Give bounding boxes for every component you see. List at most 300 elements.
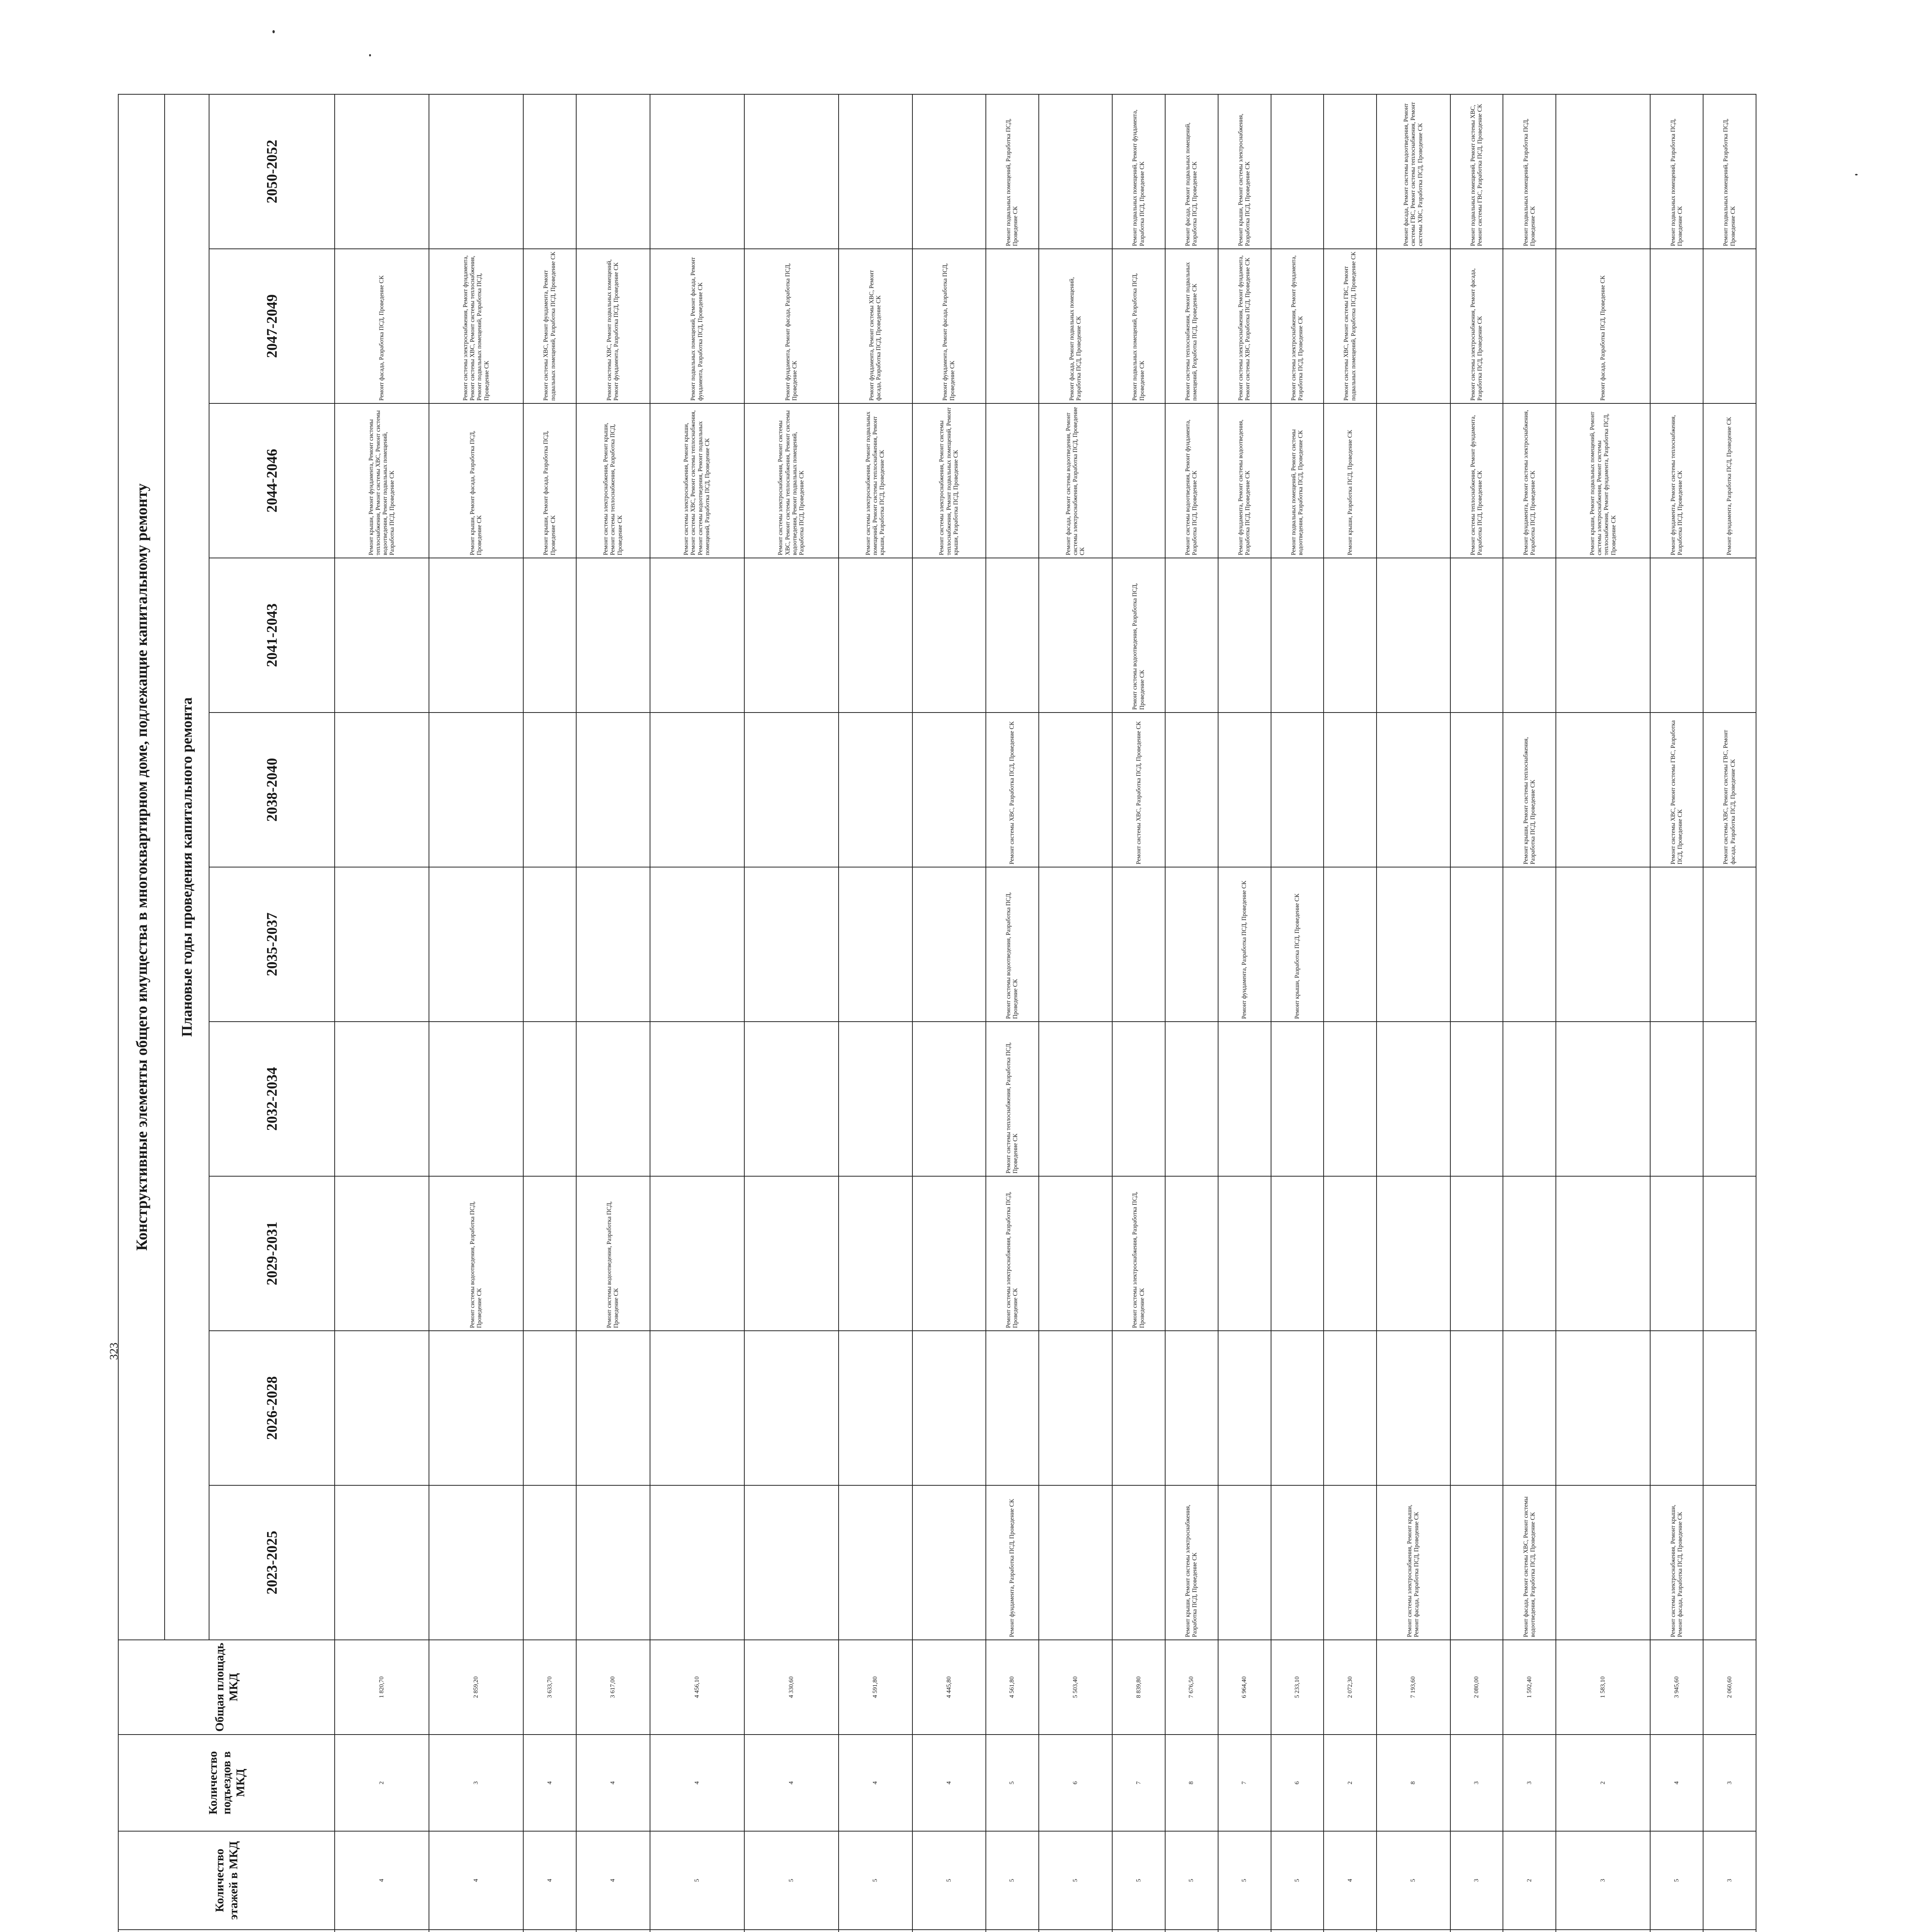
cell-works-2029-2031 xyxy=(335,1176,429,1331)
cell-works-2029-2031 xyxy=(1271,1176,1324,1331)
cell-works-2026-2028 xyxy=(523,1331,576,1485)
cell-works-2023-2025 xyxy=(839,1485,912,1640)
cell-works-2041-2043 xyxy=(523,558,576,713)
cell-works-2026-2028 xyxy=(1112,1331,1165,1485)
table-row xyxy=(576,94,650,1932)
cell-entrances: 3 xyxy=(1703,1735,1756,1831)
period-header-2047-2049: 2047-2049 xyxy=(209,249,335,403)
cell-works-2047-2049 xyxy=(986,249,1039,403)
cell-works-2044-2046: Ремонт системы теплоснабжения, Ремонт фундамента, Разработка ПСД, Проведение СК xyxy=(1450,403,1503,558)
cell-works-2044-2046: Ремонт фундамента, Ремонт системы электроснабжения, Разработка ПСД, Проведение СК xyxy=(1503,403,1556,558)
cell-works-2035-2037 xyxy=(1703,867,1756,1022)
table-row xyxy=(1324,94,1377,1932)
cell-area: 4 561,80 xyxy=(986,1640,1039,1735)
cell-works-2047-2049: Ремонт фундамента, Ремонт системы ХВС, Ремонт фасада, Разработка ПСД, Проведение СК xyxy=(839,249,912,403)
cell-material xyxy=(576,1930,650,1932)
cell-works-2026-2028 xyxy=(1039,1331,1112,1485)
cell-floors: 5 xyxy=(1218,1831,1271,1930)
cell-floors: 5 xyxy=(986,1831,1039,1930)
cell-works-2029-2031 xyxy=(1377,1176,1450,1331)
cell-works-2044-2046: Ремонт фасада, Ремонт системы водоотведения, Ремонт системы электроснабжения, Разработка ПСД, Проведение СК xyxy=(1039,403,1112,558)
table-row xyxy=(1377,94,1450,1932)
cell-works-2026-2028 xyxy=(1324,1331,1377,1485)
cell-material xyxy=(1039,1930,1112,1932)
table-row xyxy=(986,94,1039,1932)
cell-works-2023-2025 xyxy=(1450,1485,1503,1640)
cell-works-2038-2040 xyxy=(576,713,650,867)
cell-works-2026-2028 xyxy=(335,1331,429,1485)
cell-works-2050-2052 xyxy=(523,94,576,249)
cell-entrances: 3 xyxy=(429,1735,523,1831)
cell-material xyxy=(1503,1930,1556,1932)
cell-area: 4 330,60 xyxy=(744,1640,839,1735)
cell-works-2035-2037 xyxy=(839,867,912,1022)
cell-works-2038-2040 xyxy=(523,713,576,867)
cell-works-2032-2034 xyxy=(1039,1022,1112,1176)
cell-works-2044-2046 xyxy=(1112,403,1165,558)
cell-entrances: 4 xyxy=(576,1735,650,1831)
cell-works-2044-2046: Ремонт системы электроснабжения, Ремонт крыши, Ремонт системы ХВС, Ремонт системы теплоснабжения, Ремонт системы водоотведения, Ремонт подвальных помещений, Разработка ПСД, Проведение СК xyxy=(650,403,744,558)
cell-area: 5 503,40 xyxy=(1039,1640,1112,1735)
cell-works-2050-2052 xyxy=(1324,94,1377,249)
cell-floors: 5 xyxy=(1650,1831,1703,1930)
table-row xyxy=(1165,94,1218,1932)
cell-entrances: 7 xyxy=(1218,1735,1271,1831)
cell-works-2050-2052: Ремонт подвальных помещений, Разработка ПСД, Проведение СК xyxy=(1503,94,1556,249)
cell-works-2032-2034 xyxy=(1165,1022,1218,1176)
cell-works-2047-2049 xyxy=(1377,249,1450,403)
cell-material xyxy=(1703,1930,1756,1932)
cell-entrances: 2 xyxy=(1324,1735,1377,1831)
table-row xyxy=(1703,94,1756,1932)
cell-works-2044-2046: Ремонт фундамента, Ремонт системы теплоснабжения, Разработка ПСД, Проведение СК xyxy=(1650,403,1703,558)
cell-works-2026-2028 xyxy=(912,1331,986,1485)
cell-material xyxy=(429,1930,523,1932)
cell-works-2023-2025 xyxy=(335,1485,429,1640)
cell-works-2032-2034 xyxy=(1650,1022,1703,1176)
cell-works-2041-2043 xyxy=(1377,558,1450,713)
table-row xyxy=(839,94,912,1932)
cell-works-2035-2037 xyxy=(1503,867,1556,1022)
cell-works-2032-2034 xyxy=(1377,1022,1450,1176)
cell-works-2026-2028 xyxy=(1218,1331,1271,1485)
table-row xyxy=(1218,94,1271,1932)
cell-works-2038-2040: Ремонт системы ХВС, Разработка ПСД, Проведение СК xyxy=(1112,713,1165,867)
cell-entrances: 4 xyxy=(744,1735,839,1831)
cell-works-2032-2034 xyxy=(650,1022,744,1176)
cell-works-2026-2028 xyxy=(1556,1331,1650,1485)
cell-works-2041-2043 xyxy=(1703,558,1756,713)
cell-works-2047-2049: Ремонт системы электроснабжения, Ремонт фундамента, Ремонт системы ХВС, Разработка ПСД, Проведение СК xyxy=(1218,249,1271,403)
cell-works-2023-2025 xyxy=(576,1485,650,1640)
cell-works-2023-2025: Ремонт системы электроснабжения, Ремонт крыши, Ремонт фасада, Разработка ПСД, Проведение СК xyxy=(1650,1485,1703,1640)
cell-works-2035-2037 xyxy=(1165,867,1218,1022)
cell-area: 4 456,10 xyxy=(650,1640,744,1735)
cell-works-2026-2028 xyxy=(839,1331,912,1485)
cell-floors: 4 xyxy=(1324,1831,1377,1930)
cell-works-2023-2025: Ремонт фасада, Ремонт системы ХВС, Ремонт системы водоотведения, Разработка ПСД, Проведение СК xyxy=(1503,1485,1556,1640)
cell-works-2038-2040 xyxy=(1271,713,1324,867)
cell-works-2038-2040 xyxy=(650,713,744,867)
cell-works-2029-2031: Ремонт системы электроснабжения, Разработка ПСД, Проведение СК xyxy=(1112,1176,1165,1331)
cell-works-2047-2049: Ремонт фундамента, Ремонт фасада, Разработка ПСД, Проведение СК xyxy=(912,249,986,403)
period-header-2050-2052: 2050-2052 xyxy=(209,94,335,249)
cell-entrances: 8 xyxy=(1165,1735,1218,1831)
cell-works-2029-2031 xyxy=(744,1176,839,1331)
cell-works-2041-2043 xyxy=(576,558,650,713)
cell-works-2023-2025: Ремонт фундамента, Разработка ПСД, Проведение СК xyxy=(986,1485,1039,1640)
page-number: 323 xyxy=(107,1342,120,1360)
table-row xyxy=(1271,94,1324,1932)
cell-works-2035-2037 xyxy=(335,867,429,1022)
cell-works-2035-2037: Ремонт фундамента, Разработка ПСД, Проведение СК xyxy=(1218,867,1271,1022)
cell-works-2047-2049: Ремонт системы электроснабжения, Ремонт фундамента, Ремонт системы ХВС, Ремонт системы теплоснабжения, Ремонт подвальных помещений, Разработка ПСД, Проведение СК xyxy=(429,249,523,403)
cell-floors: 2 xyxy=(1503,1831,1556,1930)
cell-works-2044-2046: Ремонт крыши, Разработка ПСД, Проведение СК xyxy=(1324,403,1377,558)
cell-entrances: 4 xyxy=(912,1735,986,1831)
cell-works-2047-2049: Ремонт системы теплоснабжения, Ремонт подвальных помещений, Разработка ПСД, Проведение СК xyxy=(1165,249,1218,403)
cell-works-2026-2028 xyxy=(1503,1331,1556,1485)
cell-entrances: 4 xyxy=(1650,1735,1703,1831)
cell-works-2032-2034 xyxy=(839,1022,912,1176)
cell-works-2050-2052 xyxy=(1039,94,1112,249)
cell-works-2029-2031: Ремонт системы водоотведения, Разработка ПСД, Проведение СК xyxy=(576,1176,650,1331)
cell-works-2041-2043 xyxy=(912,558,986,713)
cell-works-2050-2052: Ремонт подвальных помещений, Разработка ПСД, Проведение СК xyxy=(986,94,1039,249)
cell-works-2032-2034 xyxy=(744,1022,839,1176)
cell-works-2041-2043 xyxy=(1165,558,1218,713)
cell-works-2050-2052 xyxy=(744,94,839,249)
cell-works-2038-2040 xyxy=(839,713,912,867)
cell-works-2044-2046: Ремонт фундамента, Ремонт системы водоотведения, Разработка ПСД, Проведение СК xyxy=(1218,403,1271,558)
cell-works-2029-2031 xyxy=(1650,1176,1703,1331)
cell-works-2044-2046: Ремонт системы электроснабжения, Ремонт подвальных помещений, Ремонт системы теплоснабжения, Ремонт крыши, Разработка ПСД, Проведение СК xyxy=(839,403,912,558)
cell-works-2032-2034 xyxy=(1218,1022,1271,1176)
cell-works-2044-2046: Ремонт подвальных помещений, Ремонт системы водоотведения, Разработка ПСД, Проведение СК xyxy=(1271,403,1324,558)
rotated-table-wrapper xyxy=(118,100,1756,1932)
cell-area: 8 839,80 xyxy=(1112,1640,1165,1735)
cell-works-2041-2043 xyxy=(429,558,523,713)
cell-works-2038-2040: Ремонт системы ХВС, Разработка ПСД, Проведение СК xyxy=(986,713,1039,867)
repair-schedule-table xyxy=(118,94,1756,1932)
cell-works-2026-2028 xyxy=(650,1331,744,1485)
cell-works-2023-2025 xyxy=(429,1485,523,1640)
cell-area: 6 964,40 xyxy=(1218,1640,1271,1735)
cell-floors: 4 xyxy=(429,1831,523,1930)
cell-works-2047-2049: Ремонт системы ХВС, Ремонт системы ГВС, Ремонт подвальных помещений, Разработка ПСД, Проведение СК xyxy=(1324,249,1377,403)
table-row xyxy=(429,94,523,1932)
cell-works-2023-2025 xyxy=(650,1485,744,1640)
cell-works-2029-2031: Ремонт системы электроснабжения, Разработка ПСД, Проведение СК xyxy=(986,1176,1039,1331)
cell-works-2050-2052: Ремонт фасада, Ремонт подвальных помещений, Разработка ПСД, Проведение СК xyxy=(1165,94,1218,249)
cell-works-2044-2046: Ремонт крыши, Ремонт фасада, Разработка ПСД, Проведение СК xyxy=(523,403,576,558)
cell-material xyxy=(839,1930,912,1932)
cell-floors: 4 xyxy=(576,1831,650,1930)
cell-works-2023-2025 xyxy=(1271,1485,1324,1640)
group-header-planned-years: Плановые годы проведения капитального ремонта xyxy=(165,94,209,1640)
cell-works-2038-2040 xyxy=(1556,713,1650,867)
cell-works-2047-2049: Ремонт фасада, Разработка ПСД, Проведение СК xyxy=(1556,249,1650,403)
cell-area: 2 859,20 xyxy=(429,1640,523,1735)
scan-speck xyxy=(369,54,371,56)
cell-material xyxy=(1165,1930,1218,1932)
cell-entrances: 3 xyxy=(1450,1735,1503,1831)
cell-material xyxy=(986,1930,1039,1932)
cell-material xyxy=(1377,1930,1450,1932)
cell-entrances: 7 xyxy=(1112,1735,1165,1831)
cell-works-2023-2025 xyxy=(1039,1485,1112,1640)
cell-works-2044-2046: Ремонт крыши, Ремонт фасада, Разработка ПСД, Проведение СК xyxy=(429,403,523,558)
cell-material xyxy=(1650,1930,1703,1932)
cell-works-2044-2046: Ремонт системы электроснабжения, Ремонт системы ХВС, Ремонт системы теплоснабжения, Ремонт системы водоотведения, Ремонт подвальных помещений, Разработка ПСД, Проведение СК xyxy=(744,403,839,558)
cell-entrances: 2 xyxy=(1556,1735,1650,1831)
cell-works-2023-2025 xyxy=(1324,1485,1377,1640)
cell-works-2029-2031 xyxy=(1703,1176,1756,1331)
cell-works-2047-2049: Ремонт фасада, Ремонт подвальных помещений, Разработка ПСД, Проведение СК xyxy=(1039,249,1112,403)
cell-works-2029-2031 xyxy=(1324,1176,1377,1331)
cell-works-2041-2043 xyxy=(1450,558,1503,713)
cell-works-2050-2052: Ремонт фасада, Ремонт системы водоотведения, Ремонт системы ГВС, Ремонт системы теплоснабжения, Ремонт системы ХВС, Разработка ПСД, Проведение СК xyxy=(1377,94,1450,249)
cell-works-2035-2037 xyxy=(523,867,576,1022)
cell-floors: 5 xyxy=(650,1831,744,1930)
cell-works-2038-2040 xyxy=(335,713,429,867)
cell-floors: 3 xyxy=(1450,1831,1503,1930)
period-header-2041-2043: 2041-2043 xyxy=(209,558,335,713)
cell-works-2035-2037 xyxy=(429,867,523,1022)
cell-works-2050-2052 xyxy=(912,94,986,249)
cell-works-2026-2028 xyxy=(1165,1331,1218,1485)
cell-works-2035-2037 xyxy=(1450,867,1503,1022)
cell-works-2023-2025: Ремонт системы электроснабжения, Ремонт крыши, Ремонт фасада, Разработка ПСД, Проведение СК xyxy=(1377,1485,1450,1640)
cell-material xyxy=(1556,1930,1650,1932)
cell-works-2044-2046: Ремонт системы водоотведения, Ремонт фундамента, Разработка ПСД, Проведение СК xyxy=(1165,403,1218,558)
cell-area: 7 676,50 xyxy=(1165,1640,1218,1735)
cell-works-2029-2031 xyxy=(523,1176,576,1331)
cell-area: 2 060,60 xyxy=(1703,1640,1756,1735)
cell-works-2029-2031 xyxy=(912,1176,986,1331)
cell-works-2032-2034 xyxy=(1450,1022,1503,1176)
cell-works-2041-2043 xyxy=(744,558,839,713)
cell-works-2038-2040: Ремонт системы ХВС, Ремонт системы ГВС, Ремонт фасада, Разработка ПСД, Проведение СК xyxy=(1703,713,1756,867)
cell-works-2038-2040 xyxy=(429,713,523,867)
cell-works-2032-2034 xyxy=(912,1022,986,1176)
cell-material xyxy=(1324,1930,1377,1932)
cell-entrances: 8 xyxy=(1377,1735,1450,1831)
cell-works-2050-2052: Ремонт подвальных помещений, Разработка ПСД, Проведение СК xyxy=(1703,94,1756,249)
cell-works-2029-2031 xyxy=(1165,1176,1218,1331)
cell-works-2041-2043 xyxy=(1503,558,1556,713)
cell-works-2035-2037 xyxy=(650,867,744,1022)
cell-works-2035-2037: Ремонт крыши, Разработка ПСД, Проведение СК xyxy=(1271,867,1324,1022)
cell-works-2050-2052: Ремонт подвальных помещений, Разработка ПСД, Проведение СК xyxy=(1650,94,1703,249)
cell-works-2026-2028 xyxy=(429,1331,523,1485)
cell-works-2050-2052 xyxy=(429,94,523,249)
cell-works-2026-2028 xyxy=(576,1331,650,1485)
cell-works-2038-2040 xyxy=(1450,713,1503,867)
cell-works-2023-2025 xyxy=(1112,1485,1165,1640)
cell-works-2032-2034 xyxy=(1271,1022,1324,1176)
cell-works-2044-2046: Ремонт крыши, Ремонт подвальных помещений, Ремонт системы электроснабжения, Ремонт системы теплоснабжения, Ремонт фундамента, Разработка ПСД, Проведение СК xyxy=(1556,403,1650,558)
table-row xyxy=(744,94,839,1932)
cell-works-2038-2040 xyxy=(912,713,986,867)
cell-floors: 5 xyxy=(1039,1831,1112,1930)
period-header-2023-2025: 2023-2025 xyxy=(209,1485,335,1640)
cell-works-2047-2049 xyxy=(1503,249,1556,403)
cell-floors: 5 xyxy=(912,1831,986,1930)
cell-works-2044-2046: Ремонт системы электроснабжения, Ремонт крыши, Ремонт системы теплоснабжения, Разработка ПСД, Проведение СК xyxy=(576,403,650,558)
cell-works-2038-2040 xyxy=(1377,713,1450,867)
cell-floors: 5 xyxy=(744,1831,839,1930)
cell-material xyxy=(335,1930,429,1932)
cell-material xyxy=(650,1930,744,1932)
cell-works-2044-2046: Ремонт фундамента, Разработка ПСД, Проведение СК xyxy=(1703,403,1756,558)
table-row xyxy=(1650,94,1703,1932)
cell-works-2023-2025 xyxy=(912,1485,986,1640)
scan-speck xyxy=(272,30,275,33)
cell-works-2044-2046: Ремонт крыши, Ремонт фундамента, Ремонт системы теплоснабжения, Ремонт системы ХВС, Ремонт системы водоотведения, Ремонт подвальных помещений, Разработка ПСД, Проведение СК xyxy=(335,403,429,558)
cell-works-2038-2040: Ремонт системы ХВС, Ремонт системы ГВС, Разработка ПСД, Проведение СК xyxy=(1650,713,1703,867)
cell-works-2047-2049: Ремонт подвальных помещений, Ремонт фасада, Ремонт фундамента, Разработка ПСД, Проведение СК xyxy=(650,249,744,403)
cell-works-2041-2043 xyxy=(1271,558,1324,713)
cell-material xyxy=(1112,1930,1165,1932)
period-header-2026-2028: 2026-2028 xyxy=(209,1331,335,1485)
table-row xyxy=(523,94,576,1932)
table-row xyxy=(912,94,986,1932)
cell-works-2029-2031 xyxy=(1556,1176,1650,1331)
cell-area: 3 617,00 xyxy=(576,1640,650,1735)
cell-works-2035-2037 xyxy=(576,867,650,1022)
cell-works-2041-2043 xyxy=(650,558,744,713)
cell-floors: 4 xyxy=(523,1831,576,1930)
table-row xyxy=(650,94,744,1932)
cell-works-2029-2031 xyxy=(1503,1176,1556,1331)
cell-works-2035-2037 xyxy=(1112,867,1165,1022)
table-row xyxy=(1039,94,1112,1932)
cell-works-2029-2031 xyxy=(1039,1176,1112,1331)
cell-material xyxy=(1450,1930,1503,1932)
cell-works-2026-2028 xyxy=(1650,1331,1703,1485)
cell-entrances: 4 xyxy=(839,1735,912,1831)
cell-works-2035-2037 xyxy=(1039,867,1112,1022)
cell-works-2035-2037: Ремонт системы водоотведения, Разработка ПСД, Проведение СК xyxy=(986,867,1039,1022)
cell-area: 4 445,80 xyxy=(912,1640,986,1735)
cell-works-2050-2052 xyxy=(1556,94,1650,249)
cell-works-2026-2028 xyxy=(1271,1331,1324,1485)
cell-area: 7 193,60 xyxy=(1377,1640,1450,1735)
cell-works-2041-2043 xyxy=(1650,558,1703,713)
cell-works-2041-2043 xyxy=(335,558,429,713)
cell-entrances: 4 xyxy=(523,1735,576,1831)
cell-works-2023-2025 xyxy=(523,1485,576,1640)
cell-works-2041-2043 xyxy=(1324,558,1377,713)
cell-works-2047-2049 xyxy=(1703,249,1756,403)
cell-area: 2 080,00 xyxy=(1450,1640,1503,1735)
cell-works-2029-2031 xyxy=(650,1176,744,1331)
cell-works-2032-2034 xyxy=(1324,1022,1377,1176)
cell-works-2041-2043 xyxy=(986,558,1039,713)
cell-works-2050-2052 xyxy=(1271,94,1324,249)
cell-works-2029-2031 xyxy=(1450,1176,1503,1331)
cell-works-2035-2037 xyxy=(1650,867,1703,1022)
cell-works-2032-2034 xyxy=(576,1022,650,1176)
cell-works-2050-2052 xyxy=(335,94,429,249)
cell-works-2041-2043 xyxy=(1039,558,1112,713)
cell-works-2026-2028 xyxy=(744,1331,839,1485)
cell-works-2038-2040 xyxy=(1165,713,1218,867)
cell-works-2050-2052: Ремонт подвальных помещений, Ремонт системы ХВС, Ремонт системы ГВС, Разработка ПСД, Проведение СК xyxy=(1450,94,1503,249)
cell-area: 1 583,10 xyxy=(1556,1640,1650,1735)
period-header-2038-2040: 2038-2040 xyxy=(209,713,335,867)
cell-works-2023-2025 xyxy=(744,1485,839,1640)
cell-material xyxy=(1218,1930,1271,1932)
cell-works-2047-2049: Ремонт системы электроснабжения, Ремонт фундамента, Разработка ПСД, Проведение СК xyxy=(1271,249,1324,403)
cell-works-2035-2037 xyxy=(1324,867,1377,1022)
cell-works-2038-2040 xyxy=(1039,713,1112,867)
cell-floors: 5 xyxy=(839,1831,912,1930)
cell-works-2026-2028 xyxy=(986,1331,1039,1485)
col-header-material xyxy=(118,1930,335,1932)
cell-works-2041-2043: Ремонт системы водоотведения, Разработка ПСД, Проведение СК xyxy=(1112,558,1165,713)
period-header-2044-2046: 2044-2046 xyxy=(209,403,335,558)
cell-entrances: 5 xyxy=(986,1735,1039,1831)
cell-works-2023-2025: Ремонт крыши, Ремонт системы электроснабжения, Разработка ПСД, Проведение СК xyxy=(1165,1485,1218,1640)
period-header-2032-2034: 2032-2034 xyxy=(209,1022,335,1176)
table-row xyxy=(1556,94,1650,1932)
cell-works-2032-2034 xyxy=(523,1022,576,1176)
cell-works-2029-2031 xyxy=(839,1176,912,1331)
cell-works-2050-2052: Ремонт подвальных помещений, Ремонт фундамента, Разработка ПСД, Проведение СК xyxy=(1112,94,1165,249)
cell-works-2032-2034 xyxy=(1556,1022,1650,1176)
cell-entrances: 4 xyxy=(650,1735,744,1831)
cell-works-2029-2031: Ремонт системы водоотведения, Разработка ПСД, Проведение СК xyxy=(429,1176,523,1331)
cell-works-2026-2028 xyxy=(1450,1331,1503,1485)
cell-works-2032-2034 xyxy=(1112,1022,1165,1176)
cell-works-2032-2034 xyxy=(1703,1022,1756,1176)
cell-floors: 3 xyxy=(1556,1831,1650,1930)
cell-works-2047-2049: Ремонт фасада, Разработка ПСД, Проведение СК xyxy=(335,249,429,403)
cell-works-2050-2052 xyxy=(650,94,744,249)
cell-works-2032-2034 xyxy=(429,1022,523,1176)
cell-works-2044-2046: Ремонт системы электроснабжения, Ремонт системы теплоснабжения, Ремонт подвальных помещений, Ремонт крыши, Разработка ПСД, Проведение СК xyxy=(912,403,986,558)
cell-works-2047-2049 xyxy=(1650,249,1703,403)
cell-works-2050-2052 xyxy=(839,94,912,249)
cell-works-2023-2025 xyxy=(1703,1485,1756,1640)
cell-floors: 3 xyxy=(1703,1831,1756,1930)
cell-works-2041-2043 xyxy=(1556,558,1650,713)
cell-works-2047-2049: Ремонт подвальных помещений, Разработка ПСД, Проведение СК xyxy=(1112,249,1165,403)
group-header-elements: Конструктивные элементы общего имущества в многоквартирном доме, подлежащие капитальному ремонту xyxy=(118,94,165,1640)
cell-works-2035-2037 xyxy=(744,867,839,1022)
table-row xyxy=(1450,94,1503,1932)
cell-floors: 4 xyxy=(335,1831,429,1930)
cell-works-2050-2052: Ремонт крыши, Ремонт системы электроснабжения, Разработка ПСД, Проведение СК xyxy=(1218,94,1271,249)
cell-works-2026-2028 xyxy=(1377,1331,1450,1485)
cell-works-2026-2028 xyxy=(1703,1331,1756,1485)
col-header-floors: Количество этажей в МКД xyxy=(118,1831,335,1930)
cell-area: 2 072,30 xyxy=(1324,1640,1377,1735)
cell-works-2032-2034: Ремонт системы теплоснабжения, Разработка ПСД, Проведение СК xyxy=(986,1022,1039,1176)
cell-works-2035-2037 xyxy=(912,867,986,1022)
cell-material xyxy=(744,1930,839,1932)
period-header-2029-2031: 2029-2031 xyxy=(209,1176,335,1331)
cell-works-2047-2049: Ремонт системы ХВС, Ремонт фундамента, Ремонт подвальных помещений, Разработка ПСД, Проведение СК xyxy=(523,249,576,403)
cell-works-2035-2037 xyxy=(1377,867,1450,1022)
cell-works-2023-2025 xyxy=(1218,1485,1271,1640)
cell-works-2044-2046 xyxy=(986,403,1039,558)
cell-works-2044-2046 xyxy=(1377,403,1450,558)
cell-floors: 5 xyxy=(1165,1831,1218,1930)
period-header-2035-2037: 2035-2037 xyxy=(209,867,335,1022)
